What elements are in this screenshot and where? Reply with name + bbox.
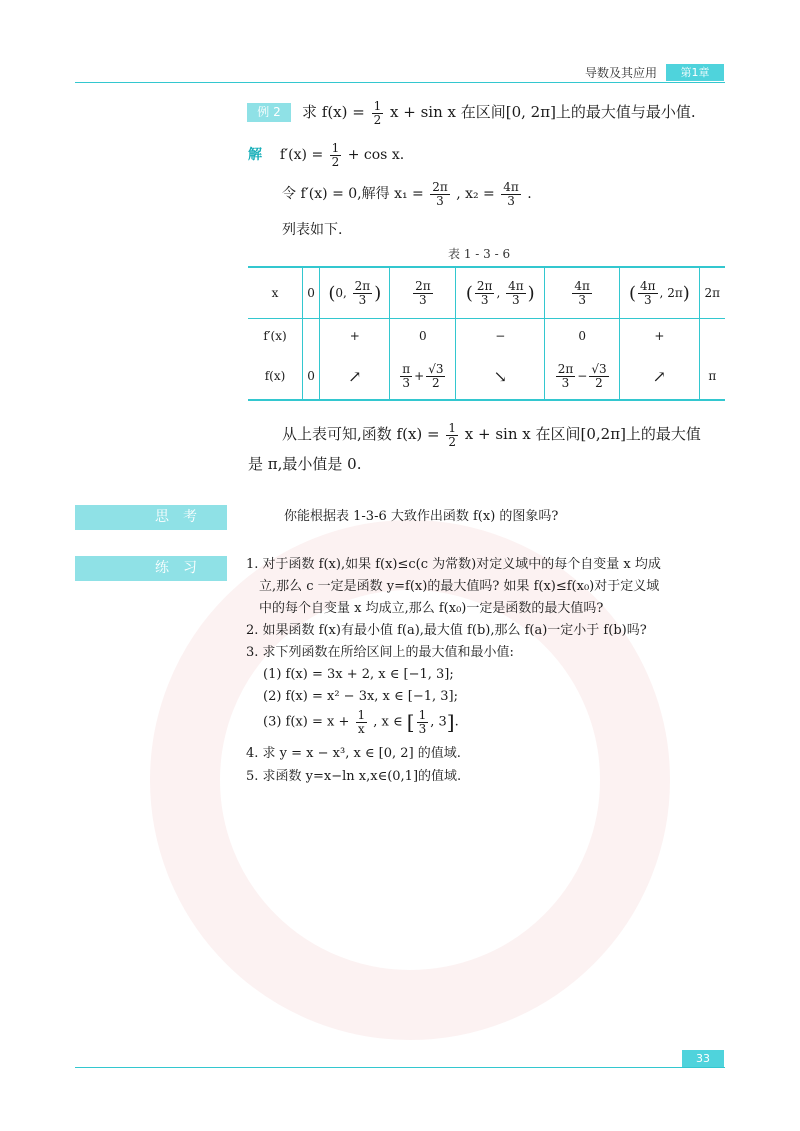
practice-q2: 2. 如果函数 f(x)有最小值 f(a),最大值 f(b),那么 f(a)一定小于 f(b)吗? <box>246 623 647 638</box>
solution-label: 解 <box>248 147 262 163</box>
conclusion-line-1: 从上表可知,函数 f(x) = $\frac{1}{2}$ x + sin x 在区间[0,2π]上的最大值 <box>282 420 701 449</box>
increasing-arrow-icon: ↗ <box>320 353 390 400</box>
table-cell: 2π <box>699 267 725 319</box>
solution-derivative-tail: + cos x. <box>347 147 405 163</box>
practice-q3: 3. 求下列函数在所给区间上的最大值和最小值: <box>246 645 514 660</box>
table-cell <box>303 319 320 354</box>
practice-q3-2: (2) f(x) = x² − 3x, x ∈ [−1, 3]; <box>263 689 458 704</box>
example-q-post: x + sin x 在区间[0, 2π]上的最大值与最小值. <box>390 103 696 121</box>
table-cell: − <box>456 319 545 354</box>
solution-derivative: f′(x) = <box>279 147 324 163</box>
practice-q1-line-2: 立,那么 c 一定是函数 y=f(x)的最大值吗? 如果 f(x)≤f(x₀)对于定义域 <box>259 579 660 594</box>
think-question: 你能根据表 1-3-6 大致作出函数 f(x) 的图象吗? <box>284 509 559 524</box>
chapter-number-badge: 第1章 <box>666 64 724 81</box>
table-header-x: x <box>248 267 303 319</box>
footer-rule <box>75 1067 725 1068</box>
table-cell: $\frac{4\pi}{3}$ <box>545 267 620 319</box>
table-cell: (0, $\frac{2\pi}{3}$ ) <box>320 267 390 319</box>
table-row-x <box>248 267 725 319</box>
practice-q1-line-1: 1. 对于函数 f(x),如果 f(x)≤c(c 为常数)对定义域中的每个自变量 x 均成 <box>246 557 661 572</box>
solution-line-3: 列表如下. <box>282 222 343 238</box>
chapter-title: 导数及其应用 <box>585 66 658 80</box>
solution-line-1 <box>248 140 404 170</box>
table-caption: 表 1 - 3 - 6 <box>448 247 511 261</box>
table-cell: $\frac{\pi}{3}$ + $\frac{√3}{2}$ <box>390 353 456 400</box>
table-cell: $\frac{2\pi}{3}$ <box>390 267 456 319</box>
practice-q4: 4. 求 y = x − x³, x ∈ [0, 2] 的值域. <box>246 746 461 761</box>
table-header-fprime: f′(x) <box>248 319 303 354</box>
variation-table <box>248 266 725 401</box>
table-cell: $\frac{2\pi}{3}$ − $\frac{√3}{2}$ <box>545 353 620 400</box>
table-cell <box>699 319 725 354</box>
practice-tag: 练习 <box>75 556 227 581</box>
header-rule <box>75 82 725 83</box>
table-cell: 0 <box>303 267 320 319</box>
table-cell: 0 <box>545 319 620 354</box>
solution-fraction: $\frac{1}{2}$ <box>331 140 340 169</box>
conclusion-line-2: 是 π,最小值是 0. <box>248 455 362 473</box>
table-cell: ( $\frac{4\pi}{3}$ , 2π) <box>620 267 699 319</box>
table-row-derivative <box>248 319 725 354</box>
practice-q5: 5. 求函数 y=x−ln x,x∈(0,1]的值域. <box>246 769 462 784</box>
table-cell: + <box>320 319 390 354</box>
table-cell: 0 <box>390 319 456 354</box>
example-question <box>302 96 696 128</box>
solution-line-2: 令 f′(x) = 0,解得 x₁ = $\frac{2\pi}{3}$ , x₂ = $\frac{4\pi}{3}$ . <box>282 179 532 208</box>
table-row-function <box>248 353 725 400</box>
practice-q1-line-3: 中的每个自变量 x 均成立,那么 f(x₀)一定是函数的最大值吗? <box>259 601 604 616</box>
example-tag: 例 2 <box>247 103 291 122</box>
table-cell: 0 <box>303 353 320 400</box>
example-q-pre: 求 f(x) = <box>302 103 365 121</box>
table-cell: π <box>699 353 725 400</box>
table-cell: ( $\frac{2\pi}{3}$ , $\frac{4\pi}{3}$ ) <box>456 267 545 319</box>
increasing-arrow-icon: ↗ <box>620 353 699 400</box>
example-q-fraction: $\frac{1}{2}$ <box>373 98 382 127</box>
page-number: 33 <box>682 1050 724 1067</box>
think-tag: 思考 <box>75 505 227 530</box>
practice-q3-3: (3) f(x) = x + $\frac{1}{x}$ , x ∈ [ $\frac{1}{3}$ , 3]. <box>263 707 459 736</box>
decreasing-arrow-icon: ↘ <box>456 353 545 400</box>
table-cell: + <box>620 319 699 354</box>
practice-q3-1: (1) f(x) = 3x + 2, x ∈ [−1, 3]; <box>263 667 454 682</box>
table-header-f: f(x) <box>248 353 303 400</box>
